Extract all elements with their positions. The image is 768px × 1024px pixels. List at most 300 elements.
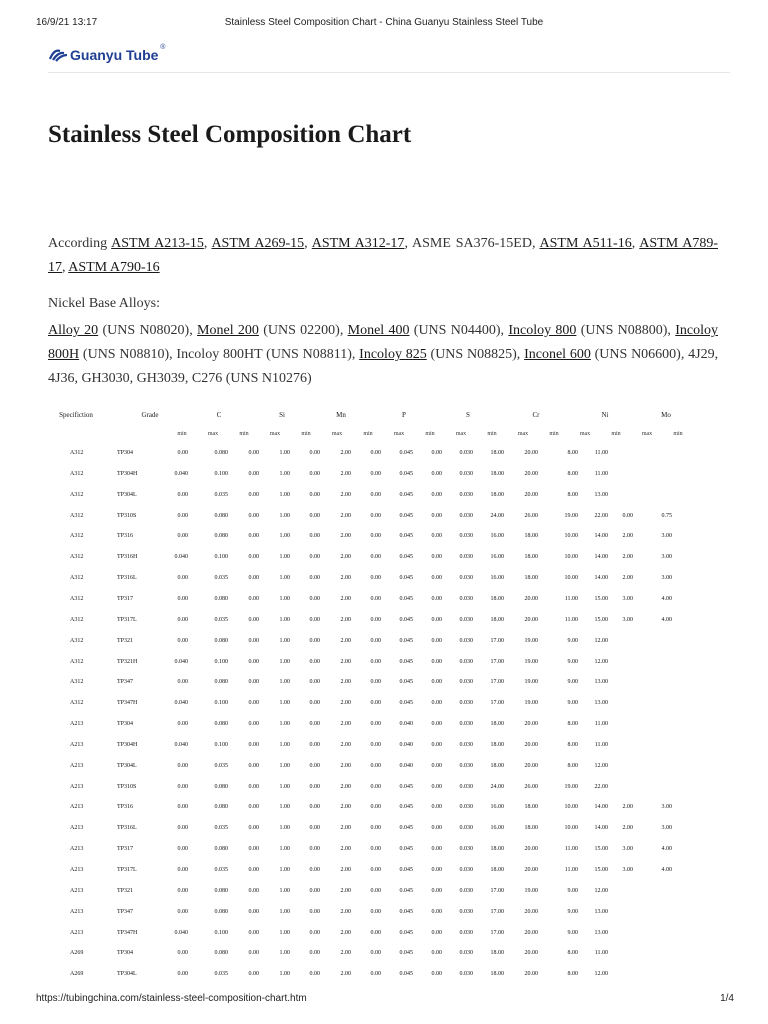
cell-value: 20.00 — [524, 971, 538, 978]
link-astm-a789[interactable]: ASTM A789-17 — [48, 236, 718, 275]
cell-value: 2.00 — [622, 575, 633, 582]
cell-value: 0.00 — [431, 741, 442, 748]
cell-value: 3.00 — [661, 554, 672, 561]
cell-value: 0.00 — [248, 762, 259, 769]
cell-specification: A269 — [70, 971, 84, 978]
cell-value: 1.00 — [279, 971, 290, 978]
cell-value: 9.00 — [567, 637, 578, 644]
cell-value: 2.00 — [340, 741, 351, 748]
cell-grade: TP321 — [117, 637, 134, 644]
cell-value: 0.035 — [214, 867, 228, 873]
cell-value: 4.00 — [661, 595, 672, 602]
cell-value: 14.00 — [594, 825, 608, 832]
cell-value: 10.00 — [564, 804, 578, 811]
cell-value: 2.00 — [622, 554, 633, 561]
cell-value: 9.00 — [567, 700, 578, 707]
cell-value: 0.045 — [399, 575, 413, 582]
cell-value: 0.75 — [661, 512, 672, 519]
cell-value: 0.00 — [177, 762, 188, 769]
cell-value: 0.080 — [214, 595, 228, 602]
cell-value: 0.00 — [309, 491, 320, 498]
cell-value: 4.00 — [661, 846, 672, 853]
cell-value: 0.040 — [174, 741, 188, 748]
cell-value: 0.00 — [248, 450, 259, 456]
cell-value: 20.00 — [524, 846, 538, 853]
header-cr: Cr — [532, 411, 540, 419]
cell-specification: A312 — [70, 679, 84, 686]
cell-value: 0.00 — [431, 908, 442, 915]
cell-specification: A312 — [70, 658, 84, 665]
cell-value: 24.00 — [490, 512, 504, 519]
cell-value: 3.00 — [622, 616, 633, 623]
cell-value: 13.00 — [594, 679, 608, 686]
cell-value: 0.035 — [214, 825, 228, 832]
cell-value: 0.00 — [431, 700, 442, 707]
cell-value: 0.045 — [399, 616, 413, 623]
cell-value: 1.00 — [279, 846, 290, 853]
cell-value: 0.00 — [309, 470, 320, 477]
cell-value: 0.00 — [248, 512, 259, 519]
cell-value: 20.00 — [524, 929, 538, 936]
cell-value: 0.00 — [248, 554, 259, 561]
cell-value: 0.00 — [177, 846, 188, 853]
cell-value: 18.00 — [524, 804, 538, 811]
cell-value: 0.00 — [177, 804, 188, 811]
cell-value: 0.100 — [214, 658, 228, 665]
cell-value: 0.00 — [370, 825, 381, 832]
cell-value: 15.00 — [594, 595, 608, 602]
cell-value: 2.00 — [340, 533, 351, 540]
cell-value: 1.00 — [279, 929, 290, 936]
cell-value: 0.00 — [309, 762, 320, 769]
cell-grade: TP317L — [117, 616, 137, 623]
cell-specification: A312 — [70, 700, 84, 707]
cell-value: 0.00 — [370, 950, 381, 957]
cell-value: 0.00 — [431, 846, 442, 853]
cell-value: 0.080 — [214, 783, 228, 790]
cell-value: 18.00 — [524, 554, 538, 561]
cell-value: 0.030 — [459, 908, 473, 915]
cell-value: 1.00 — [279, 450, 290, 456]
cell-value: 0.030 — [459, 783, 473, 790]
cell-value: 8.00 — [567, 491, 578, 498]
cell-value: 0.080 — [214, 679, 228, 686]
cell-value: 0.00 — [177, 825, 188, 832]
cell-value: 0.040 — [399, 741, 413, 748]
cell-specification: A213 — [70, 867, 84, 873]
cell-value: 0.00 — [177, 616, 188, 623]
header-specification: Specifiction — [59, 411, 93, 419]
cell-value: 0.00 — [431, 762, 442, 769]
cell-value: 14.00 — [594, 804, 608, 811]
cell-value: 1.00 — [279, 950, 290, 957]
cell-value: 0.00 — [177, 595, 188, 602]
cell-value: 0.040 — [174, 700, 188, 707]
cell-value: 0.00 — [248, 950, 259, 957]
cell-value: 19.00 — [524, 679, 538, 686]
page-title: Stainless Steel Composition Chart — [48, 121, 412, 148]
cell-value: 0.00 — [248, 658, 259, 665]
cell-value: 14.00 — [594, 575, 608, 582]
cell-value: 0.00 — [431, 679, 442, 686]
cell-specification: A213 — [70, 741, 84, 748]
cell-value: 0.040 — [174, 470, 188, 477]
cell-value: 0.00 — [248, 971, 259, 978]
cell-value: 19.00 — [524, 887, 538, 894]
cell-value: 2.00 — [622, 804, 633, 811]
cell-value: 0.00 — [370, 887, 381, 894]
cell-value: 16.00 — [490, 804, 504, 811]
cell-value: 11.00 — [594, 450, 608, 456]
print-date: 16/9/21 13:17 — [36, 17, 98, 28]
cell-value: 12.00 — [594, 887, 608, 894]
uns-alloy-20: (UNS N08020), — [102, 323, 193, 338]
cell-value: 2.00 — [340, 616, 351, 623]
cell-value: 0.00 — [248, 595, 259, 602]
cell-value: 0.040 — [399, 721, 413, 728]
cell-value: 16.00 — [490, 825, 504, 832]
cell-value: 19.00 — [524, 637, 538, 644]
header-mo: Mo — [661, 411, 671, 419]
cell-value: 8.00 — [567, 950, 578, 957]
header-ni: Ni — [601, 411, 609, 419]
cell-value: 1.00 — [279, 554, 290, 561]
cell-value: 0.00 — [370, 804, 381, 811]
cell-value: 0.00 — [309, 679, 320, 686]
cell-value: 0.00 — [431, 867, 442, 873]
link-monel-400[interactable]: Monel 400 — [347, 323, 410, 338]
cell-value: 1.00 — [279, 679, 290, 686]
cell-value: 8.00 — [567, 470, 578, 477]
cell-value: 3.00 — [661, 575, 672, 582]
cell-value: 0.045 — [399, 679, 413, 686]
uns-monel-400: (UNS N04400), — [413, 323, 505, 338]
cell-value: 13.00 — [594, 908, 608, 915]
cell-value: 17.00 — [490, 929, 504, 936]
cell-value: 2.00 — [340, 804, 351, 811]
link-astm-a312[interactable]: ASTM A312-17 — [311, 236, 405, 251]
cell-value: 17.00 — [490, 637, 504, 644]
cell-value: 9.00 — [567, 908, 578, 915]
cell-value: 1.00 — [279, 825, 290, 832]
cell-value: 20.00 — [524, 721, 538, 728]
link-astm-a790[interactable]: ASTM A790-16 — [68, 260, 160, 275]
cell-value: 0.00 — [431, 554, 442, 561]
cell-specification: A312 — [70, 512, 84, 519]
cell-value: 2.00 — [340, 929, 351, 936]
cell-value: 0.00 — [309, 741, 320, 748]
cell-value: 8.00 — [567, 450, 578, 456]
cell-value: 0.045 — [399, 971, 413, 978]
subheader-max: max — [641, 431, 653, 437]
cell-value: 17.00 — [490, 679, 504, 686]
cell-value: 20.00 — [524, 491, 538, 498]
cell-value: 0.00 — [248, 533, 259, 540]
cell-value: 0.00 — [177, 950, 188, 957]
site-logo[interactable] — [48, 44, 166, 66]
cell-value: 0.00 — [309, 929, 320, 936]
cell-grade: TP347 — [117, 679, 134, 686]
nickel-alloys-label: Nickel Base Alloys: — [48, 296, 160, 311]
cell-value: 1.00 — [279, 616, 290, 623]
cell-value: 3.00 — [622, 867, 633, 873]
cell-value: 0.00 — [248, 575, 259, 582]
cell-value: 0.00 — [370, 450, 381, 456]
cell-specification: A312 — [70, 595, 84, 602]
cell-grade: TP347H — [117, 929, 138, 936]
cell-value: 11.00 — [564, 616, 578, 623]
cell-grade: TP304L — [117, 762, 137, 769]
cell-value: 1.00 — [279, 595, 290, 602]
cell-value: 1.00 — [279, 721, 290, 728]
cell-specification: A312 — [70, 637, 84, 644]
uns-monel-200: (UNS 02200), — [263, 323, 344, 338]
cell-grade: TP304 — [117, 721, 134, 728]
cell-value: 0.00 — [309, 533, 320, 540]
cell-value: 12.00 — [594, 658, 608, 665]
cell-value: 17.00 — [490, 658, 504, 665]
cell-value: 0.00 — [309, 575, 320, 582]
cell-value: 0.00 — [309, 950, 320, 957]
cell-value: 20.00 — [524, 616, 538, 623]
cell-value: 0.00 — [370, 846, 381, 853]
cell-value: 0.00 — [248, 700, 259, 707]
link-astm-a213[interactable]: ASTM A213-15 — [111, 236, 204, 251]
cell-value: 0.040 — [174, 554, 188, 561]
cell-value: 0.00 — [177, 783, 188, 790]
cell-value: 0.00 — [309, 512, 320, 519]
subheader-min: min — [425, 431, 435, 437]
cell-specification: A213 — [70, 887, 84, 894]
cell-value: 0.00 — [431, 887, 442, 894]
cell-value: 9.00 — [567, 929, 578, 936]
cell-value: 3.00 — [622, 846, 633, 853]
subheader-max: max — [579, 431, 591, 437]
cell-value: 0.00 — [248, 679, 259, 686]
cell-value: 0.045 — [399, 450, 413, 456]
cell-value: 20.00 — [524, 741, 538, 748]
header-mn: Mn — [336, 411, 346, 419]
link-monel-200[interactable]: Monel 200 — [197, 323, 259, 338]
cell-value: 0.00 — [431, 575, 442, 582]
cell-value: 0.00 — [431, 929, 442, 936]
cell-value: 0.030 — [459, 595, 473, 602]
link-incoloy-800h[interactable]: Incoloy 800H — [48, 323, 718, 362]
cell-value: 26.00 — [524, 783, 538, 790]
cell-value: 0.00 — [370, 929, 381, 936]
cell-specification: A213 — [70, 846, 84, 853]
cell-value: 0.045 — [399, 950, 413, 957]
uns-incoloy-825: (UNS N08825), — [430, 347, 521, 362]
cell-value: 0.00 — [309, 658, 320, 665]
cell-value: 0.080 — [214, 512, 228, 519]
link-incoloy-800[interactable]: Incoloy 800 — [508, 323, 577, 338]
cell-value: 0.035 — [214, 971, 228, 978]
cell-value: 0.00 — [370, 533, 381, 540]
cell-specification: A312 — [70, 616, 84, 623]
link-astm-a269[interactable]: ASTM A269-15 — [211, 236, 305, 251]
link-alloy-20[interactable]: Alloy 20 — [48, 323, 99, 338]
cell-grade: TP316 — [117, 533, 134, 540]
cell-grade: TP304H — [117, 470, 138, 477]
cell-value: 3.00 — [622, 595, 633, 602]
cell-value: 1.00 — [279, 867, 290, 873]
cell-specification: A312 — [70, 450, 84, 456]
cell-grade: TP321H — [117, 658, 138, 665]
link-astm-a511[interactable]: ASTM A511-16 — [539, 236, 632, 251]
cell-value: 0.00 — [177, 533, 188, 540]
cell-value: 0.00 — [248, 783, 259, 790]
logo-mark-icon — [48, 47, 68, 63]
cell-value: 0.00 — [309, 825, 320, 832]
cell-specification: A312 — [70, 575, 84, 582]
cell-value: 1.00 — [279, 491, 290, 498]
cell-value: 18.00 — [524, 575, 538, 582]
cell-value: 0.035 — [214, 616, 228, 623]
cell-grade: TP316L — [117, 575, 137, 582]
cell-value: 0.00 — [431, 616, 442, 623]
cell-specification: A312 — [70, 554, 84, 561]
cell-value: 19.00 — [524, 658, 538, 665]
registered-mark: ® — [160, 44, 166, 51]
cell-value: 10.00 — [564, 533, 578, 540]
cell-value: 0.030 — [459, 867, 473, 873]
header-p: P — [402, 411, 406, 419]
cell-value: 1.00 — [279, 700, 290, 707]
cell-value: 0.00 — [431, 658, 442, 665]
cell-value: 0.00 — [370, 741, 381, 748]
cell-value: 17.00 — [490, 887, 504, 894]
cell-value: 0.00 — [309, 887, 320, 894]
cell-value: 2.00 — [622, 533, 633, 540]
cell-value: 0.045 — [399, 804, 413, 811]
cell-value: 18.00 — [490, 762, 504, 769]
cell-value: 0.030 — [459, 554, 473, 561]
cell-value: 0.00 — [248, 741, 259, 748]
cell-value: 2.00 — [340, 721, 351, 728]
cell-value: 13.00 — [594, 929, 608, 936]
cell-value: 0.00 — [370, 512, 381, 519]
cell-value: 4.00 — [661, 867, 672, 873]
cell-value: 2.00 — [340, 637, 351, 644]
cell-value: 16.00 — [490, 554, 504, 561]
cell-value: 0.00 — [370, 637, 381, 644]
cell-value: 0.080 — [214, 846, 228, 853]
cell-value: 3.00 — [661, 533, 672, 540]
cell-value: 20.00 — [524, 595, 538, 602]
cell-specification: A213 — [70, 929, 84, 936]
cell-value: 0.00 — [309, 721, 320, 728]
cell-value: 26.00 — [524, 512, 538, 519]
subheader-min: min — [239, 431, 249, 437]
cell-value: 0.00 — [177, 867, 188, 873]
cell-value: 19.00 — [524, 700, 538, 707]
cell-value: 0.030 — [459, 950, 473, 957]
cell-specification: A312 — [70, 491, 84, 498]
cell-value: 2.00 — [340, 971, 351, 978]
cell-value: 0.035 — [214, 575, 228, 582]
cell-specification: A312 — [70, 533, 84, 540]
cell-value: 2.00 — [622, 825, 633, 832]
header-grade: Grade — [141, 411, 159, 419]
cell-value: 0.045 — [399, 887, 413, 894]
cell-value: 4.00 — [661, 616, 672, 623]
cell-value: 2.00 — [340, 825, 351, 832]
link-incoloy-825[interactable]: Incoloy 825 — [359, 347, 427, 362]
cell-value: 0.035 — [214, 491, 228, 498]
link-inconel-600[interactable]: Inconel 600 — [524, 347, 591, 362]
cell-value: 0.030 — [459, 533, 473, 540]
cell-value: 0.00 — [309, 783, 320, 790]
cell-value: 0.00 — [177, 450, 188, 456]
cell-value: 2.00 — [340, 887, 351, 894]
cell-grade: TP317 — [117, 846, 134, 853]
cell-value: 8.00 — [567, 721, 578, 728]
cell-value: 17.00 — [490, 908, 504, 915]
subheader-max: max — [331, 431, 343, 437]
cell-value: 0.030 — [459, 741, 473, 748]
cell-value: 0.00 — [309, 804, 320, 811]
cell-value: 0.045 — [399, 929, 413, 936]
cell-value: 2.00 — [340, 867, 351, 873]
cell-value: 0.030 — [459, 512, 473, 519]
cell-value: 0.00 — [431, 804, 442, 811]
cell-value: 0.030 — [459, 679, 473, 686]
header-s: S — [466, 411, 470, 419]
cell-value: 0.00 — [370, 554, 381, 561]
cell-specification: A312 — [70, 470, 84, 477]
cell-value: 0.030 — [459, 762, 473, 769]
cell-value: 2.00 — [340, 554, 351, 561]
subheader-min: min — [673, 431, 683, 437]
cell-value: 0.080 — [214, 804, 228, 811]
cell-value: 0.00 — [248, 887, 259, 894]
cell-value: 0.035 — [214, 762, 228, 769]
cell-value: 0.030 — [459, 575, 473, 582]
cell-value: 2.00 — [340, 512, 351, 519]
cell-value: 2.00 — [340, 908, 351, 915]
header-divider — [48, 72, 730, 73]
cell-value: 0.040 — [174, 658, 188, 665]
cell-value: 0.080 — [214, 908, 228, 915]
cell-value: 20.00 — [524, 867, 538, 873]
subheader-max: max — [517, 431, 529, 437]
logo-text: Guanyu Tube ® — [70, 44, 166, 63]
asme-sa376-text: ASME SA376-15ED — [412, 236, 532, 251]
cell-value: 0.045 — [399, 491, 413, 498]
cell-value: 0.00 — [431, 470, 442, 477]
cell-value: 0.00 — [431, 971, 442, 978]
cell-value: 0.00 — [370, 658, 381, 665]
cell-value: 0.00 — [248, 804, 259, 811]
cell-value: 0.00 — [248, 637, 259, 644]
cell-value: 0.00 — [309, 700, 320, 707]
cell-value: 2.00 — [340, 762, 351, 769]
subheader-max: max — [269, 431, 281, 437]
cell-value: 0.00 — [309, 867, 320, 873]
cell-value: 0.00 — [370, 470, 381, 477]
cell-value: 0.00 — [370, 971, 381, 978]
cell-value: 0.00 — [309, 616, 320, 623]
cell-value: 17.00 — [490, 700, 504, 707]
cell-value: 1.00 — [279, 762, 290, 769]
cell-grade: TP304L — [117, 971, 137, 978]
cell-value: 0.00 — [248, 825, 259, 832]
cell-value: 20.00 — [524, 908, 538, 915]
cell-value: 0.00 — [248, 929, 259, 936]
cell-value: 20.00 — [524, 470, 538, 477]
cell-value: 24.00 — [490, 783, 504, 790]
